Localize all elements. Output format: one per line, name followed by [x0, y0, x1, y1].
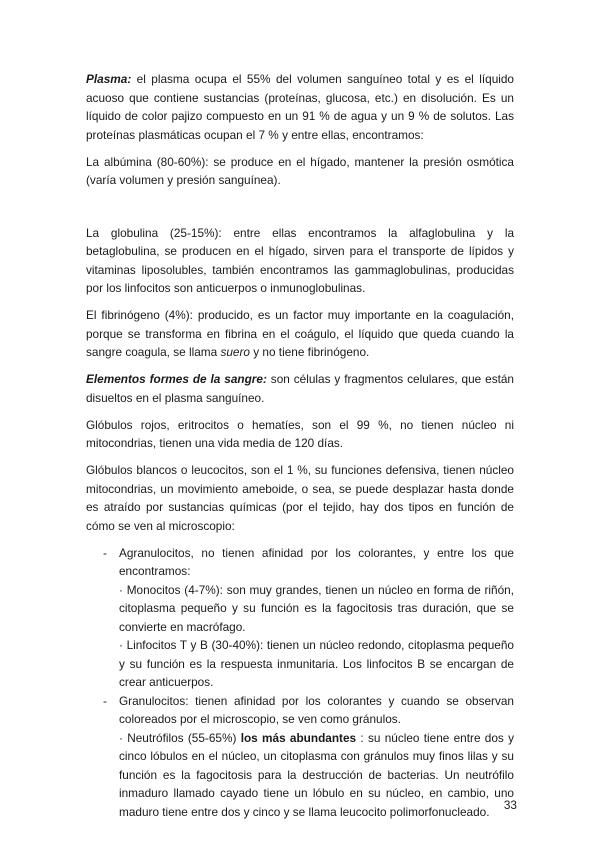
- neutrofilos-text-before: · Neutrófilos (55-65%): [119, 730, 241, 745]
- elementos-paragraph: [86, 370, 514, 407]
- albumina-paragraph: La albúmina (80-60%): se produce en el hígado, mantener la presión osmótica (varía volumen y presión sanguínea).: [86, 154, 514, 187]
- fibrinogeno-text-before: El fibrinógeno (4%): producido, es un factor muy importante en la coagulación, porque se transforma en fibrina en el coágulo, el líquido que queda cuando la sangre coagula, se llama: [86, 308, 514, 359]
- globulos-blancos-paragraph: Glóbulos blancos o leucocitos, son el 1 %, su funciones defensiva, tienen núcleo mitocondrias, un movimiento ameboide, o sea, se puede desplazar hasta donde es atraído por sustancias químicas (por el tejido, hay dos tipos en función de cómo se ven al microscopio:: [86, 463, 514, 533]
- list-item-granulocitos: [86, 692, 514, 822]
- plasma-paragraph: [86, 70, 514, 144]
- elementos-text: son células y fragmentos celulares, que están disueltos en el plasma sanguíneo.: [86, 372, 514, 405]
- agranulocitos-intro: Agranulocitos, no tienen afinidad por los colorantes, y entre los que encontramos:: [119, 545, 514, 578]
- elementos-term: Elementos formes de la sangre:: [86, 372, 267, 386]
- list-item-agranulocitos: [86, 544, 514, 692]
- neutrofilos-bold: los más abundantes: [240, 730, 357, 745]
- page-number: 33: [503, 798, 517, 812]
- list-dash: -: [103, 693, 107, 708]
- granulocitos-intro: Granulocitos: tienen afinidad por los colorantes y cuando se observan coloreados por el microscopio, se ven como gránulos.: [119, 693, 514, 726]
- neutrofilos-text-after: : su núcleo tiene entre dos y cinco lóbulos en el núcleo, un citoplasma con gránulos muy finos lilas y su función es la fagocitosis para la destrucción de bacterias. Un neutrófilo inmaduro llamado cayado tiene un lóbulo en su núcleo, en cambio, uno maduro tiene entre dos y cinco y se llama leucocito polimorfonucleado.: [119, 730, 514, 819]
- fibrinogeno-text-after: y no tiene fibrinógeno.: [249, 345, 370, 359]
- globulina-paragraph: La globulina (25-15%): entre ellas encontramos la alfaglobulina y la betaglobulina, se producen en el hígado, sirven para el transporte de lípidos y vitaminas liposolubles, también encontramos las gammaglobulinas, producidas por los linfocitos son anticuerpos o inmunoglobulinas.: [86, 225, 514, 295]
- globulos-rojos-paragraph: Glóbulos rojos, eritrocitos o hematíes, son el 99 %, no tienen núcleo ni mitocondrias, tienen una vida media de 120 días.: [86, 417, 514, 450]
- plasma-term: Plasma:: [86, 72, 132, 86]
- neutrofilos-item: [119, 729, 514, 822]
- leucocyte-list: [86, 544, 514, 822]
- suero-term: suero: [220, 345, 250, 359]
- linfocitos-item: · Linfocitos T y B (30-40%): tienen un núcleo redondo, citoplasma pequeño y su función es la respuesta inmunitaria. Los linfocitos B se encargan de crear anticuerpos.: [119, 638, 514, 689]
- monocitos-item: · Monocitos (4-7%): son muy grandes, tienen un núcleo en forma de riñón, citoplasma pequeño y su función es la fagocitosis tras duración, que se convierte en macrófago.: [119, 582, 514, 634]
- page-content: [86, 70, 514, 821]
- fibrinogeno-paragraph: [86, 306, 514, 362]
- plasma-text: el plasma ocupa el 55% del volumen sanguíneo total y es el líquido acuoso que contiene sustancias (proteínas, glucosa, etc.) en disolución. Es un líquido de color pajizo compuesto en un 91 % de agua y un 9 % de solutos. Las proteínas plasmáticas ocupan el 7 % y entre ellas, encontramos:: [86, 72, 514, 142]
- list-dash: -: [103, 545, 107, 560]
